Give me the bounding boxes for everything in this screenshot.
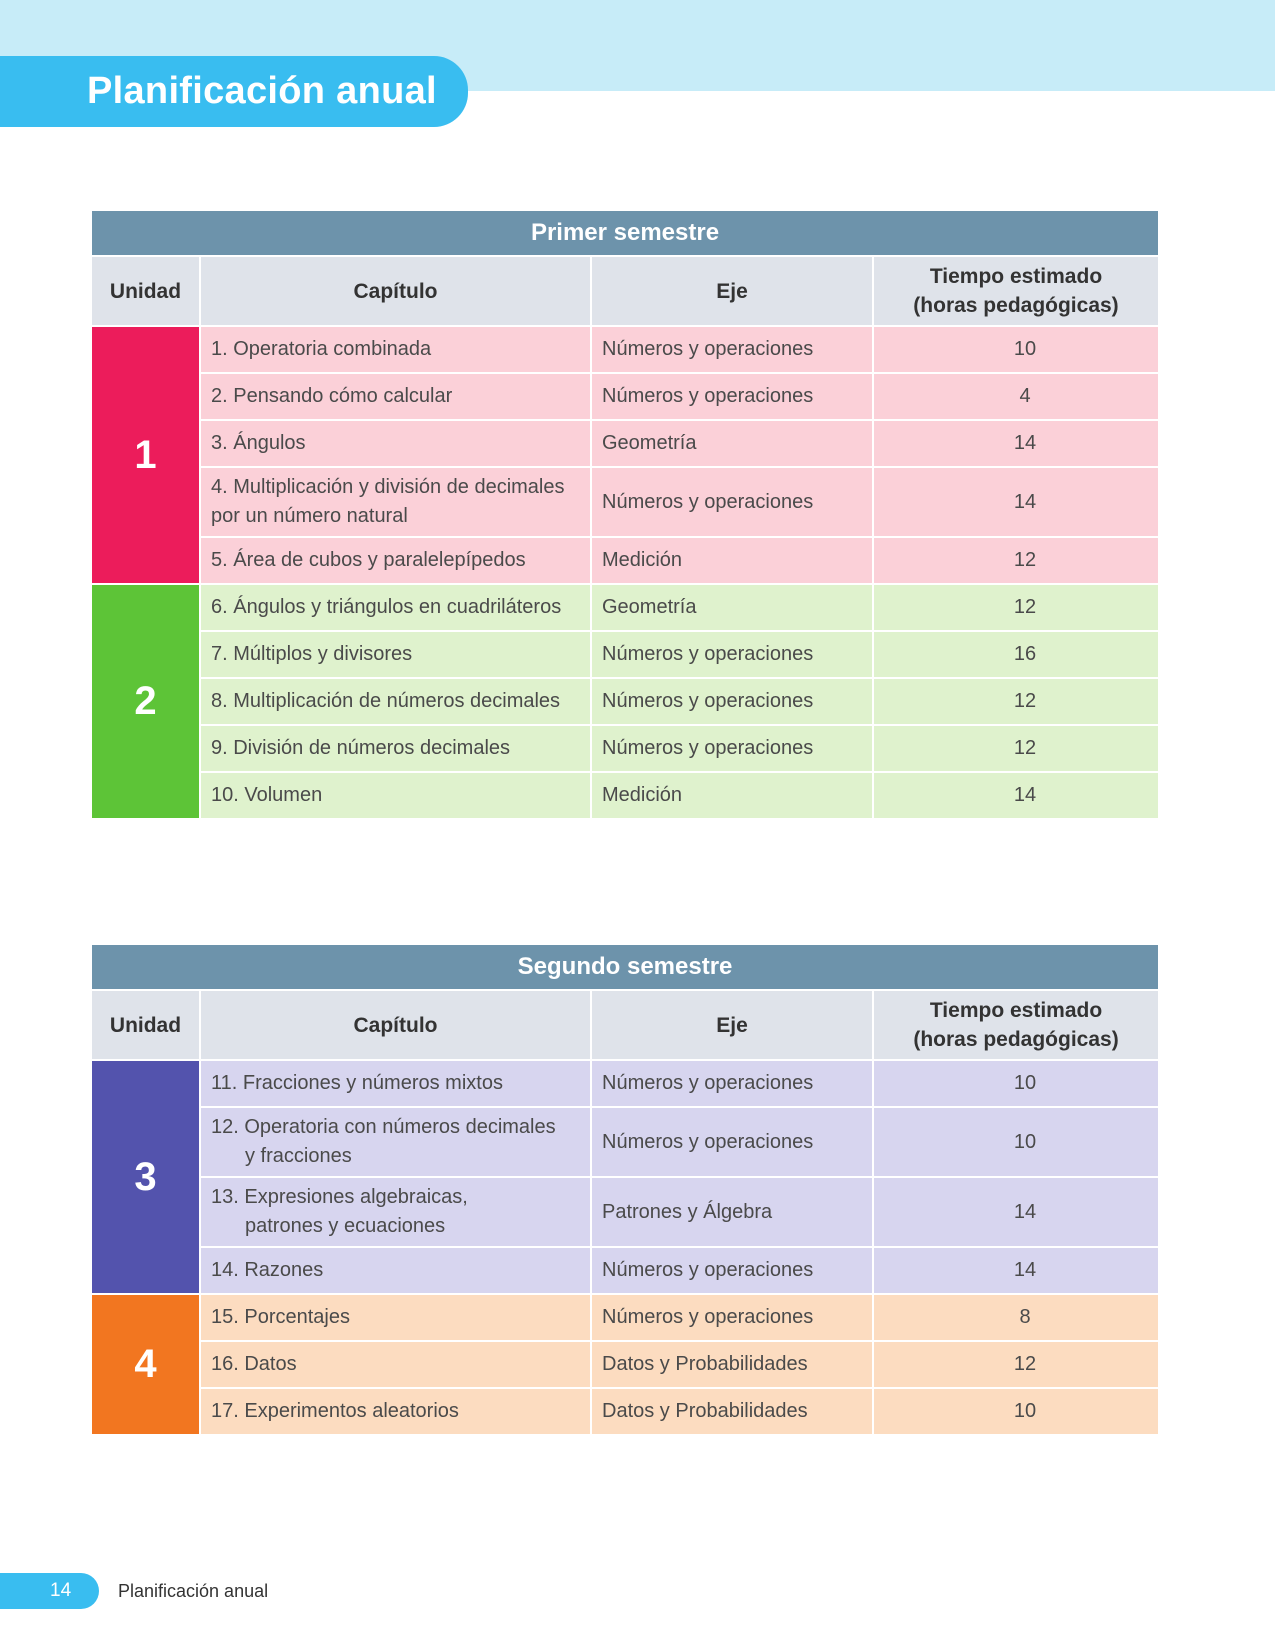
chapter-cell: 11. Fracciones y números mixtos (200, 1060, 591, 1107)
axis-cell: Números y operaciones (591, 1294, 873, 1341)
axis-cell: Patrones y Álgebra (591, 1177, 873, 1247)
axis-cell: Números y operaciones (591, 467, 873, 537)
chapter-cell: 16. Datos (200, 1341, 591, 1388)
hours-cell: 12 (873, 1341, 1159, 1388)
table-row (91, 1177, 1159, 1247)
table-row (91, 1247, 1159, 1294)
chapter-cell: 5. Área de cubos y paralelepípedos (200, 537, 591, 584)
chapter-cell (200, 1107, 591, 1177)
hours-cell: 14 (873, 467, 1159, 537)
chapter-cell: 9. División de números decimales (200, 725, 591, 772)
column-header-time-line2: (horas pedagógicas) (913, 294, 1119, 317)
chapter-cell: 10. Volumen (200, 772, 591, 819)
chapter-cell: 2. Pensando cómo calcular (200, 373, 591, 420)
chapter-cell: 8. Multiplicación de números decimales (200, 678, 591, 725)
table-row (91, 678, 1159, 725)
axis-cell: Números y operaciones (591, 1247, 873, 1294)
hours-cell: 14 (873, 420, 1159, 467)
hours-cell: 16 (873, 631, 1159, 678)
column-header-axis: Eje (591, 990, 873, 1060)
column-header-chapter: Capítulo (200, 990, 591, 1060)
hours-cell: 10 (873, 1388, 1159, 1435)
chapter-line: 4. Multiplicación y división de decimales (211, 476, 565, 498)
axis-cell: Medición (591, 772, 873, 819)
chapter-line: patrones y ecuaciones (245, 1215, 446, 1237)
hours-cell: 14 (873, 1247, 1159, 1294)
chapter-cell: 14. Razones (200, 1247, 591, 1294)
axis-cell: Números y operaciones (591, 326, 873, 373)
hours-cell: 14 (873, 1177, 1159, 1247)
chapter-line: 13. Expresiones algebraicas, (211, 1186, 468, 1208)
hours-cell: 12 (873, 725, 1159, 772)
hours-cell: 12 (873, 537, 1159, 584)
unit-number: 3 (91, 1060, 200, 1294)
axis-cell: Números y operaciones (591, 373, 873, 420)
chapter-cell: 6. Ángulos y triángulos en cuadriláteros (200, 584, 591, 631)
hours-cell: 12 (873, 678, 1159, 725)
axis-cell: Números y operaciones (591, 1107, 873, 1177)
unit-number: 4 (91, 1294, 200, 1435)
semester-title: Segundo semestre (91, 944, 1159, 990)
chapter-line: por un número natural (211, 505, 408, 527)
column-header-time (873, 990, 1159, 1060)
chapter-cell: 7. Múltiplos y divisores (200, 631, 591, 678)
hours-cell: 10 (873, 1107, 1159, 1177)
axis-cell: Números y operaciones (591, 1060, 873, 1107)
table-row (91, 373, 1159, 420)
hours-cell: 14 (873, 772, 1159, 819)
column-header-chapter: Capítulo (200, 256, 591, 326)
axis-cell: Números y operaciones (591, 725, 873, 772)
table-row (91, 631, 1159, 678)
axis-cell: Números y operaciones (591, 678, 873, 725)
page-number: 14 (50, 1580, 72, 1601)
table-row (91, 725, 1159, 772)
table-row (91, 467, 1159, 537)
page-title: Planificación anual (87, 70, 437, 112)
chapter-cell: 15. Porcentajes (200, 1294, 591, 1341)
chapter-cell: 1. Operatoria combinada (200, 326, 591, 373)
table-row (91, 537, 1159, 584)
chapter-line: y fracciones (245, 1145, 352, 1167)
chapter-cell: 17. Experimentos aleatorios (200, 1388, 591, 1435)
axis-cell: Geometría (591, 420, 873, 467)
axis-cell: Geometría (591, 584, 873, 631)
chapter-cell: 3. Ángulos (200, 420, 591, 467)
column-header-time-line2: (horas pedagógicas) (913, 1028, 1119, 1051)
unit-number: 1 (91, 326, 200, 584)
unit-number: 2 (91, 584, 200, 819)
axis-cell: Números y operaciones (591, 631, 873, 678)
table-row (91, 1388, 1159, 1435)
hours-cell: 8 (873, 1294, 1159, 1341)
table-row (91, 1060, 1159, 1107)
footer-label: Planificación anual (118, 1581, 269, 1601)
column-header-unit: Unidad (91, 990, 200, 1060)
axis-cell: Datos y Probabilidades (591, 1388, 873, 1435)
table-row (91, 1341, 1159, 1388)
table-row (91, 772, 1159, 819)
chapter-cell (200, 1177, 591, 1247)
axis-cell: Medición (591, 537, 873, 584)
hours-cell: 10 (873, 326, 1159, 373)
table-row (91, 420, 1159, 467)
column-header-time (873, 256, 1159, 326)
table-row (91, 1294, 1159, 1341)
hours-cell: 10 (873, 1060, 1159, 1107)
hours-cell: 12 (873, 584, 1159, 631)
axis-cell: Datos y Probabilidades (591, 1341, 873, 1388)
second-semester-table (90, 943, 1160, 1436)
hours-cell: 4 (873, 373, 1159, 420)
table-row (91, 1107, 1159, 1177)
table-row (91, 326, 1159, 373)
chapter-line: 12. Operatoria con números decimales (211, 1116, 556, 1138)
column-header-unit: Unidad (91, 256, 200, 326)
column-header-axis: Eje (591, 256, 873, 326)
column-header-time-line1: Tiempo estimado (929, 265, 1103, 288)
chapter-cell (200, 467, 591, 537)
table-row (91, 584, 1159, 631)
semester-title: Primer semestre (91, 210, 1159, 256)
first-semester-table (90, 209, 1160, 820)
column-header-time-line1: Tiempo estimado (929, 999, 1103, 1022)
